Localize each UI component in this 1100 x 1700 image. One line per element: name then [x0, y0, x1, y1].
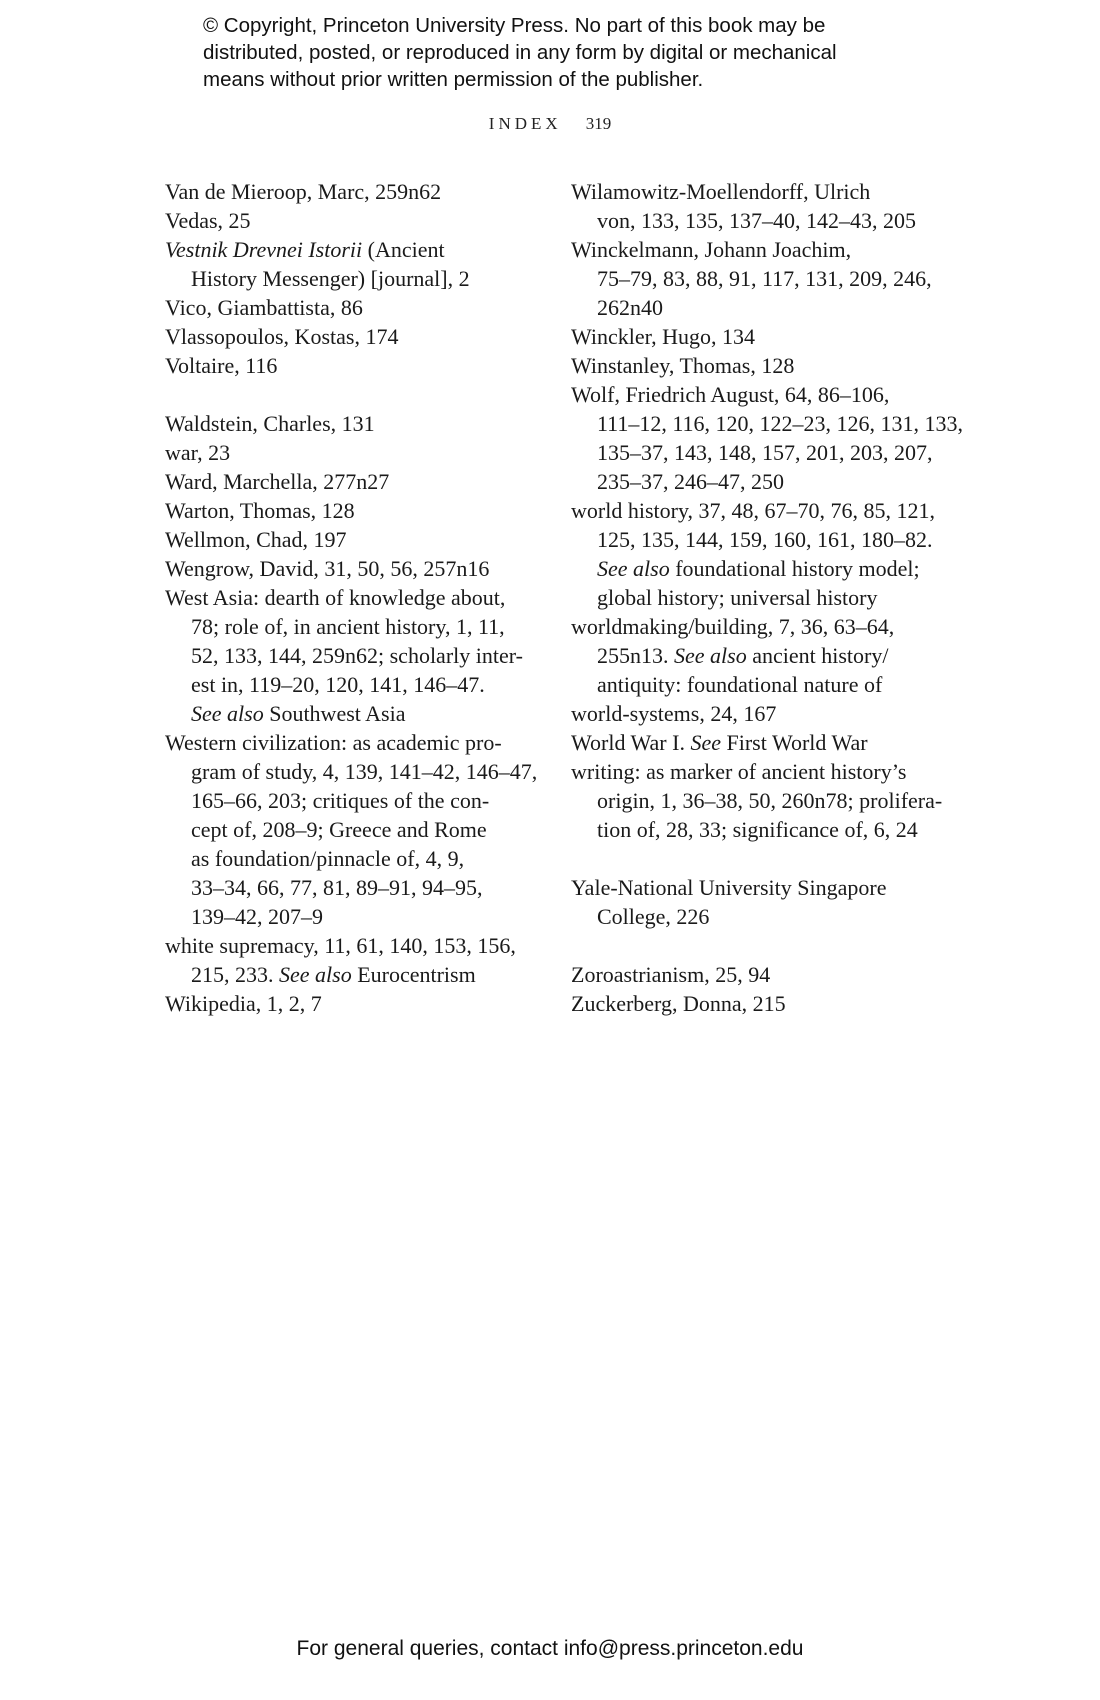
entry-text: Waldstein, Charles, 131 [165, 411, 375, 436]
entry-text: antiquity: foundational nature of [597, 672, 883, 697]
index-entry-heading-line [571, 177, 951, 206]
index-entry-heading-line [571, 757, 951, 786]
index-entry [571, 873, 951, 931]
index-entry-heading-line [165, 293, 535, 322]
running-head [0, 114, 1100, 134]
index-entry-heading-line [571, 351, 951, 380]
entry-text: von, 133, 135, 137–40, 142–43, 205 [597, 208, 916, 233]
index-entry-heading-line [571, 496, 951, 525]
copyright-notice [203, 12, 923, 93]
index-entry-continuation-line [571, 786, 951, 815]
entry-text: 165–66, 203; critiques of the con- [191, 788, 490, 813]
entry-text: gram of study, 4, 139, 141–42, 146–47, [191, 759, 538, 784]
index-entry [571, 380, 964, 496]
index-entry-continuation-line [165, 815, 535, 844]
index-column-right [571, 177, 964, 1018]
index-entry-heading-line [571, 989, 951, 1018]
italic-text: See also [597, 556, 670, 581]
entry-text: cept of, 208–9; Greece and Rome [191, 817, 487, 842]
entry-text: 135–37, 143, 148, 157, 201, 203, 207, [597, 440, 933, 465]
index-entry-continuation-line [165, 612, 535, 641]
italic-text: See also [674, 643, 747, 668]
letter-group-gap [165, 380, 535, 409]
entry-text: tion of, 28, 33; significance of, 6, 24 [597, 817, 918, 842]
index-entry [165, 496, 535, 525]
entry-text: 125, 135, 144, 159, 160, 161, 180–82. [597, 527, 933, 552]
index-entry-continuation-line [165, 960, 535, 989]
entry-text: Southwest Asia [263, 701, 406, 726]
index-entry-continuation-line [571, 467, 951, 496]
entry-text: Vlassopoulos, Kostas, 174 [165, 324, 399, 349]
index-entry-heading-line [165, 351, 535, 380]
italic-text: Vestnik Drevnei Istorii [165, 237, 363, 262]
index-entry-continuation-line [571, 815, 951, 844]
copyright-line: © Copyright, Princeton University Press. No part of this book may be [203, 14, 826, 37]
entry-text: Wilamowitz-Moellendorff, Ulrich [571, 179, 871, 204]
index-entry-continuation-line [571, 902, 951, 931]
entry-text: Zoroastrianism, 25, 94 [571, 962, 771, 987]
entry-text: 78; role of, in ancient history, 1, 11, [191, 614, 505, 639]
index-column-left [165, 177, 538, 1018]
entry-text: Warton, Thomas, 128 [165, 498, 355, 523]
index-entry [571, 989, 951, 1018]
index-entry-heading-line [165, 728, 535, 757]
letter-group-gap [571, 931, 951, 960]
index-entry [571, 699, 951, 728]
entry-text: Vico, Giambattista, 86 [165, 295, 363, 320]
index-entry-continuation-line [165, 699, 535, 728]
index-entry-heading-line [165, 206, 535, 235]
entry-text: Ward, Marchella, 277n27 [165, 469, 390, 494]
entry-text: global history; universal history [597, 585, 878, 610]
entry-text: 215, 233. [191, 962, 279, 987]
index-entry [165, 206, 535, 235]
entry-text: Winckelmann, Johann Joachim, [571, 237, 852, 262]
index-entry-heading-line [165, 322, 535, 351]
index-entry-heading-line [571, 873, 951, 902]
copyright-line: distributed, posted, or reproduced in any form by digital or mechanical [203, 41, 837, 64]
entry-text: Vedas, 25 [165, 208, 251, 233]
italic-text: See also [191, 701, 264, 726]
index-entry-heading-line [165, 931, 535, 960]
index-entry [165, 554, 535, 583]
entry-text: war, 23 [165, 440, 231, 465]
index-entry [571, 728, 951, 757]
entry-text: writing: as marker of ancient history’s [571, 759, 907, 784]
index-entry [571, 757, 951, 844]
index-entry-continuation-line [571, 554, 951, 583]
index-entry [165, 931, 535, 989]
index-entry-heading-line [165, 438, 535, 467]
entry-text: as foundation/pinnacle of, 4, 9, [191, 846, 465, 871]
index-entry [165, 583, 535, 728]
running-head-title: INDEX [488, 114, 562, 133]
entry-text: First World War [721, 730, 868, 755]
index-entry-heading-line [571, 380, 951, 409]
index-entry-continuation-line [165, 641, 535, 670]
index-entry-heading-line [165, 554, 535, 583]
entry-text: Winstanley, Thomas, 128 [571, 353, 795, 378]
index-entry-continuation-line [165, 757, 538, 786]
entry-text: origin, 1, 36–38, 50, 260n78; prolifera- [597, 788, 943, 813]
copyright-line: means without prior written permission of the publisher. [203, 68, 704, 91]
entry-text: foundational history model; [669, 556, 920, 581]
entry-text: Van de Mieroop, Marc, 259n62 [165, 179, 442, 204]
entry-text: Wellmon, Chad, 197 [165, 527, 347, 552]
entry-text: History Messenger) [journal], 2 [191, 266, 470, 291]
entry-text: Winckler, Hugo, 134 [571, 324, 755, 349]
index-entry-continuation-line [165, 844, 535, 873]
entry-text: white supremacy, 11, 61, 140, 153, 156, [165, 933, 516, 958]
index-entry-continuation-line [571, 206, 951, 235]
index-entry [571, 322, 951, 351]
entry-text: world-systems, 24, 167 [571, 701, 777, 726]
entry-text: est in, 119–20, 120, 141, 146–47. [191, 672, 485, 697]
index-entry-heading-line [165, 583, 535, 612]
entry-text: 255n13. [597, 643, 674, 668]
index-entry-heading-line [165, 409, 535, 438]
index-entry-continuation-line [165, 786, 535, 815]
italic-text: See also [279, 962, 352, 987]
entry-text: 235–37, 246–47, 250 [597, 469, 784, 494]
footer-contact: For general queries, contact info@press.princeton.edu [296, 1637, 804, 1660]
index-entry [165, 409, 535, 438]
index-entry [165, 322, 535, 351]
entry-text: 262n40 [597, 295, 663, 320]
index-entry-heading-line [165, 177, 535, 206]
index-entry-heading-line [165, 235, 535, 264]
entry-text: Wengrow, David, 31, 50, 56, 257n16 [165, 556, 490, 581]
index-entry-continuation-line [571, 641, 951, 670]
entry-text: Voltaire, 116 [165, 353, 278, 378]
index-entry-continuation-line [571, 264, 951, 293]
entry-text: ancient history/ [746, 643, 889, 668]
index-entry [571, 235, 951, 322]
index-entry-heading-line [571, 960, 951, 989]
letter-group-gap [571, 844, 951, 873]
index-entry-heading-line [165, 467, 535, 496]
index-entry-heading-line [165, 525, 535, 554]
index-entry [165, 728, 538, 931]
index-entry [571, 960, 951, 989]
entry-text: West Asia: dearth of knowledge about, [165, 585, 506, 610]
index-entry [165, 438, 535, 467]
index-entry [571, 177, 951, 235]
page-number: 319 [585, 114, 612, 133]
entry-text: Eurocentrism [351, 962, 476, 987]
index-entry-continuation-line [571, 670, 951, 699]
index-entry-continuation-line [571, 438, 951, 467]
entry-text: 52, 133, 144, 259n62; scholarly inter- [191, 643, 523, 668]
index-entry-heading-line [571, 322, 951, 351]
entry-text: 139–42, 207–9 [191, 904, 323, 929]
index-entry [571, 351, 951, 380]
entry-text: world history, 37, 48, 67–70, 76, 85, 121, [571, 498, 936, 523]
index-entry-continuation-line [571, 525, 951, 554]
entry-text: Yale-National University Singapore [571, 875, 887, 900]
index-entry [165, 293, 535, 322]
index-entry [571, 496, 951, 612]
index-entry-continuation-line [165, 264, 535, 293]
entry-text: 75–79, 83, 88, 91, 117, 131, 209, 246, [597, 266, 932, 291]
index-entry [165, 177, 535, 206]
entry-text: 33–34, 66, 77, 81, 89–91, 94–95, [191, 875, 483, 900]
index-entry-continuation-line [165, 902, 535, 931]
italic-text: See [690, 730, 721, 755]
index-entry-heading-line [571, 235, 951, 264]
index-entry-heading-line [571, 612, 951, 641]
entry-text: (Ancient [362, 237, 445, 262]
index-entry-heading-line [571, 728, 951, 757]
entry-text: Wikipedia, 1, 2, 7 [165, 991, 322, 1016]
entry-text: Zuckerberg, Donna, 215 [571, 991, 786, 1016]
index-entry [165, 989, 535, 1018]
index-entry-heading-line [571, 699, 951, 728]
index-entry [165, 525, 535, 554]
index-entry [165, 351, 535, 380]
entry-text: World War I. [571, 730, 691, 755]
index-entry-continuation-line [165, 670, 535, 699]
entry-text: worldmaking/building, 7, 36, 63–64, [571, 614, 895, 639]
index-entry-continuation-line [165, 873, 535, 902]
entry-text: 111–12, 116, 120, 122–23, 126, 131, 133, [597, 411, 964, 436]
entry-text: Wolf, Friedrich August, 64, 86–106, [571, 382, 890, 407]
index-entry-continuation-line [571, 293, 951, 322]
index-entry [165, 467, 535, 496]
index-entry-heading-line [165, 496, 535, 525]
entry-text: College, 226 [597, 904, 710, 929]
index-entry-continuation-line [571, 409, 964, 438]
index-entry-heading-line [165, 989, 535, 1018]
index-entry [165, 235, 535, 293]
index-entry [571, 612, 951, 699]
entry-text: Western civilization: as academic pro- [165, 730, 502, 755]
index-entry-continuation-line [571, 583, 951, 612]
